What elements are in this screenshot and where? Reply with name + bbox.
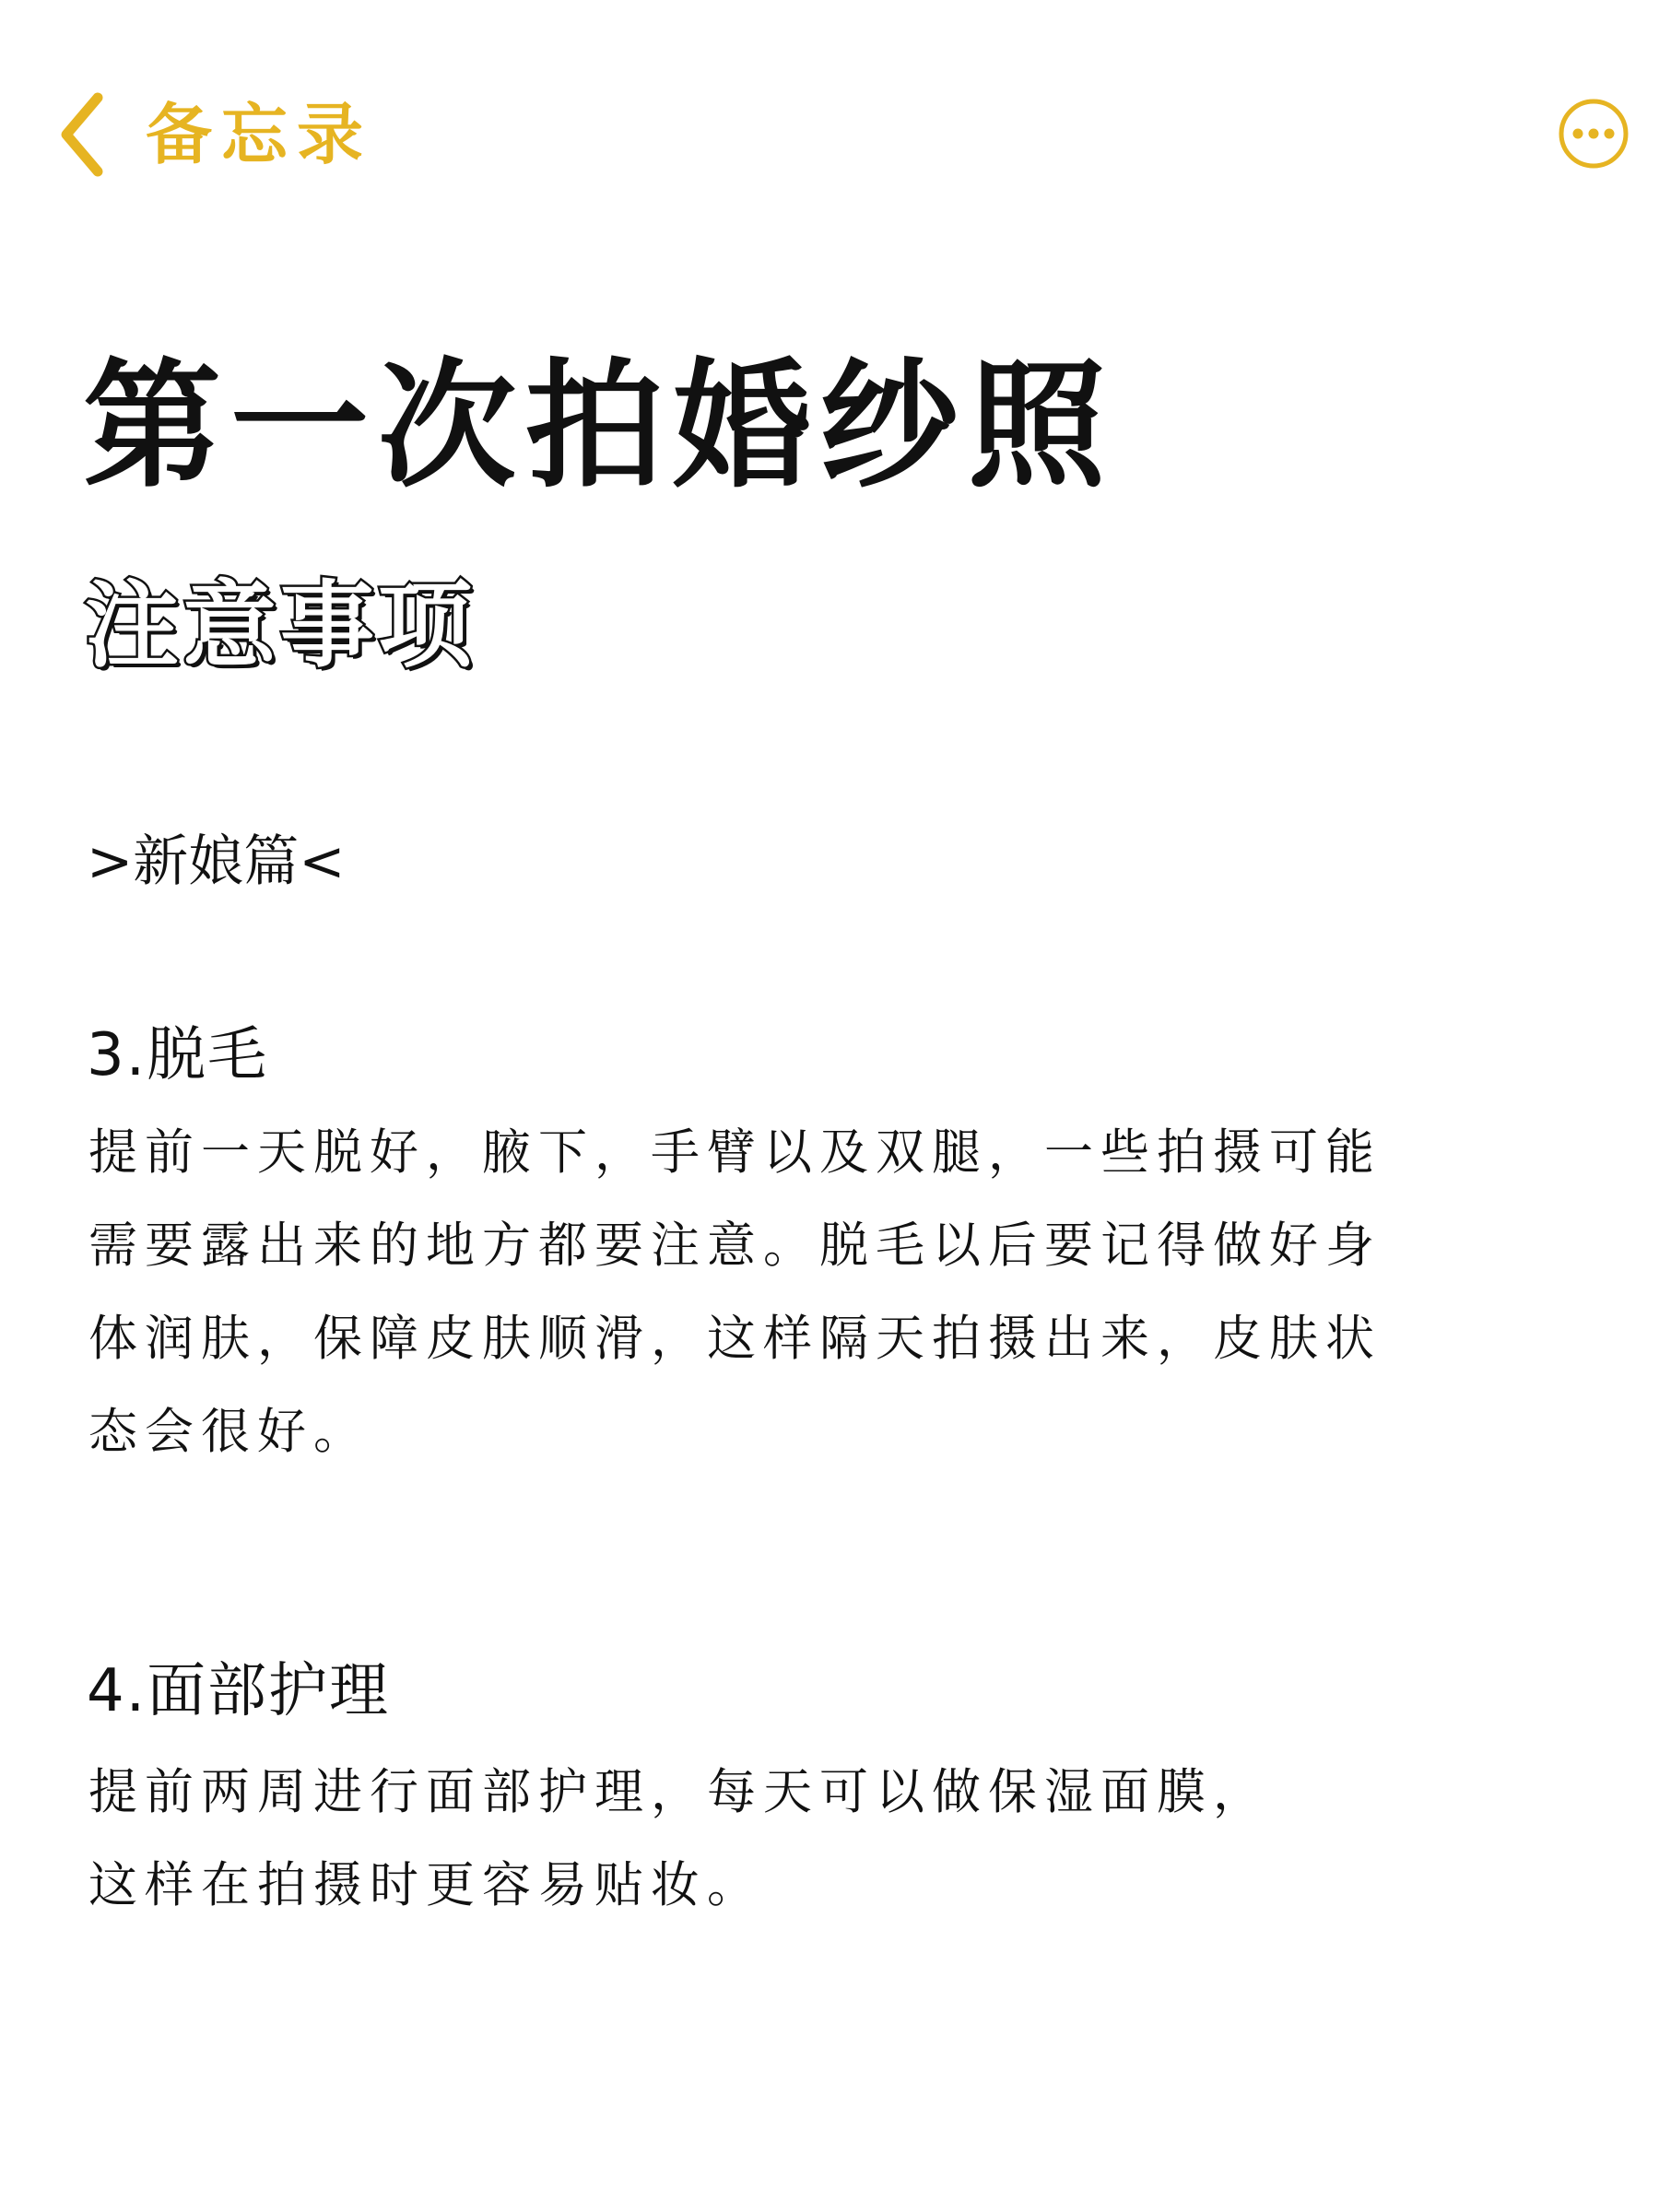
back-button[interactable] [57, 88, 372, 181]
body-line: 提前一天脱好，腋下，手臂以及双腿，一些拍摄可能 [88, 1124, 1382, 1181]
body-line: 态会很好。 [88, 1404, 370, 1460]
chevron-left-icon [57, 90, 109, 179]
nav-bar [0, 0, 1659, 212]
section-heading-facial-care: 4.面部护理 [87, 1657, 391, 1725]
section-label: >新娘篇< [87, 830, 346, 894]
body-line: 需要露出来的地方都要注意。脱毛以后要记得做好身 [88, 1218, 1382, 1274]
body-line: 体润肤，保障皮肤顺滑，这样隔天拍摄出来，皮肤状 [88, 1311, 1382, 1367]
body-line: 这样在拍摄时更容易贴妆。 [88, 1857, 763, 1913]
section-heading-hair-removal: 3.脱毛 [87, 1021, 269, 1089]
back-label: 备忘录 [146, 96, 373, 173]
more-horizontal-icon [1558, 98, 1630, 170]
more-button[interactable] [1558, 98, 1630, 170]
section-body-facial-care [88, 1746, 1269, 1932]
section-body-hair-removal [88, 1106, 1382, 1478]
note-title: 第一次拍婚纱照 [83, 347, 1116, 507]
note-subtitle: 注意事项 [85, 571, 476, 681]
body-line: 提前两周进行面部护理，每天可以做保湿面膜， [88, 1764, 1269, 1820]
